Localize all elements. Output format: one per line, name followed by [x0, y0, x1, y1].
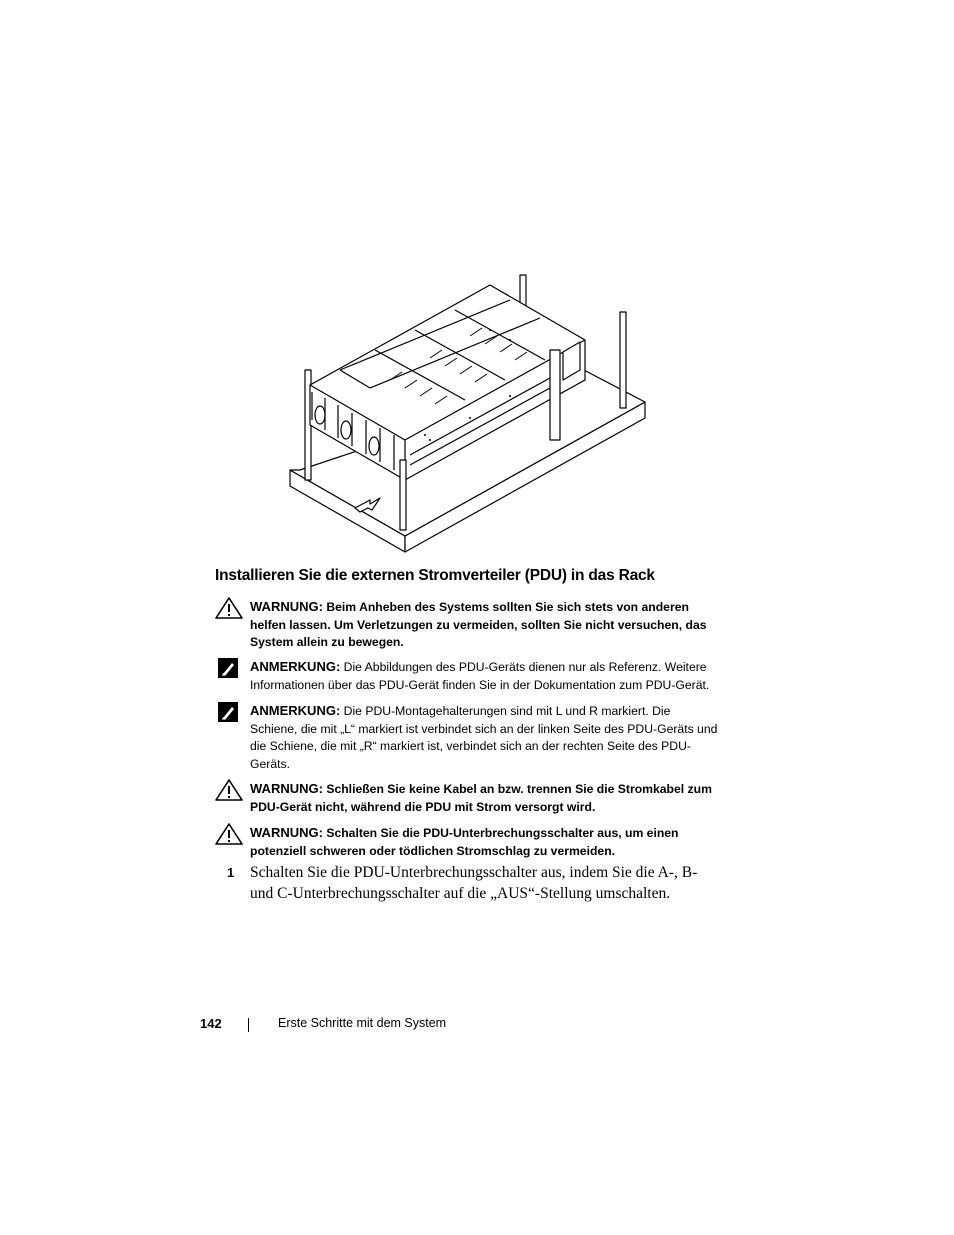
notice-text: Beim Anheben des Systems sollten Sie sich stets von anderen helfen lassen. Um Verletzungen zu vermeiden, sollten Sie nicht versuchen, das System allein zu bewegen.: [250, 600, 707, 649]
notice-label: WARNUNG:: [250, 599, 323, 614]
warning-triangle-icon: [215, 779, 243, 801]
note-notice: [215, 702, 720, 773]
note-pencil-icon: [215, 657, 243, 679]
notice-text: Die Abbildungen des PDU-Geräts dienen nur als Referenz. Weitere Informationen über das PDU-Gerät finden Sie in der Dokumentation zum PDU-Gerät.: [250, 660, 710, 692]
warning-notice: [215, 598, 720, 652]
note-pencil-icon: [215, 701, 243, 723]
notice-text: Die PDU-Montagehalterungen sind mit L und R markiert. Die Schiene, die mit „L“ markiert ist verbindet sich an der linken Seite des PDU-Geräts und die Schiene, die mit „R“ markiert ist, verbindet sich an der rechten Seite des PDU-Geräts.: [250, 704, 718, 771]
step-number: 1: [227, 865, 235, 880]
page-number: 142: [200, 1016, 222, 1031]
notice-label: ANMERKUNG:: [250, 659, 341, 674]
warning-triangle-icon: [215, 823, 243, 845]
warning-notice: [215, 780, 720, 816]
notice-label: WARNUNG:: [250, 825, 323, 840]
chapter-title: Erste Schritte mit dem System: [278, 1016, 447, 1030]
note-notice: [215, 658, 720, 694]
warning-notice: [215, 824, 720, 860]
step-item: [215, 862, 720, 904]
notice-text: Schließen Sie keine Kabel an bzw. trennen Sie die Stromkabel zum PDU-Gerät nicht, während die PDU mit Strom versorgt wird.: [250, 782, 712, 814]
server-on-rack-illustration: [280, 270, 660, 560]
notice-label: WARNUNG:: [250, 781, 323, 796]
notice-label: ANMERKUNG:: [250, 703, 341, 718]
section-title: Installieren Sie die externen Stromverteiler (PDU) in das Rack: [215, 567, 655, 584]
warning-triangle-icon: [215, 597, 243, 619]
step-text: Schalten Sie die PDU-Unterbrechungsschalter aus, indem Sie die A-, B- und C-Unterbrechungsschalter auf die „AUS“-Stellung umschalten.: [250, 864, 698, 902]
notice-text: Schalten Sie die PDU-Unterbrechungsschalter aus, um einen potenziell schweren oder tödlichen Stromschlag zu vermeiden.: [250, 826, 679, 858]
footer-separator: [248, 1018, 249, 1032]
